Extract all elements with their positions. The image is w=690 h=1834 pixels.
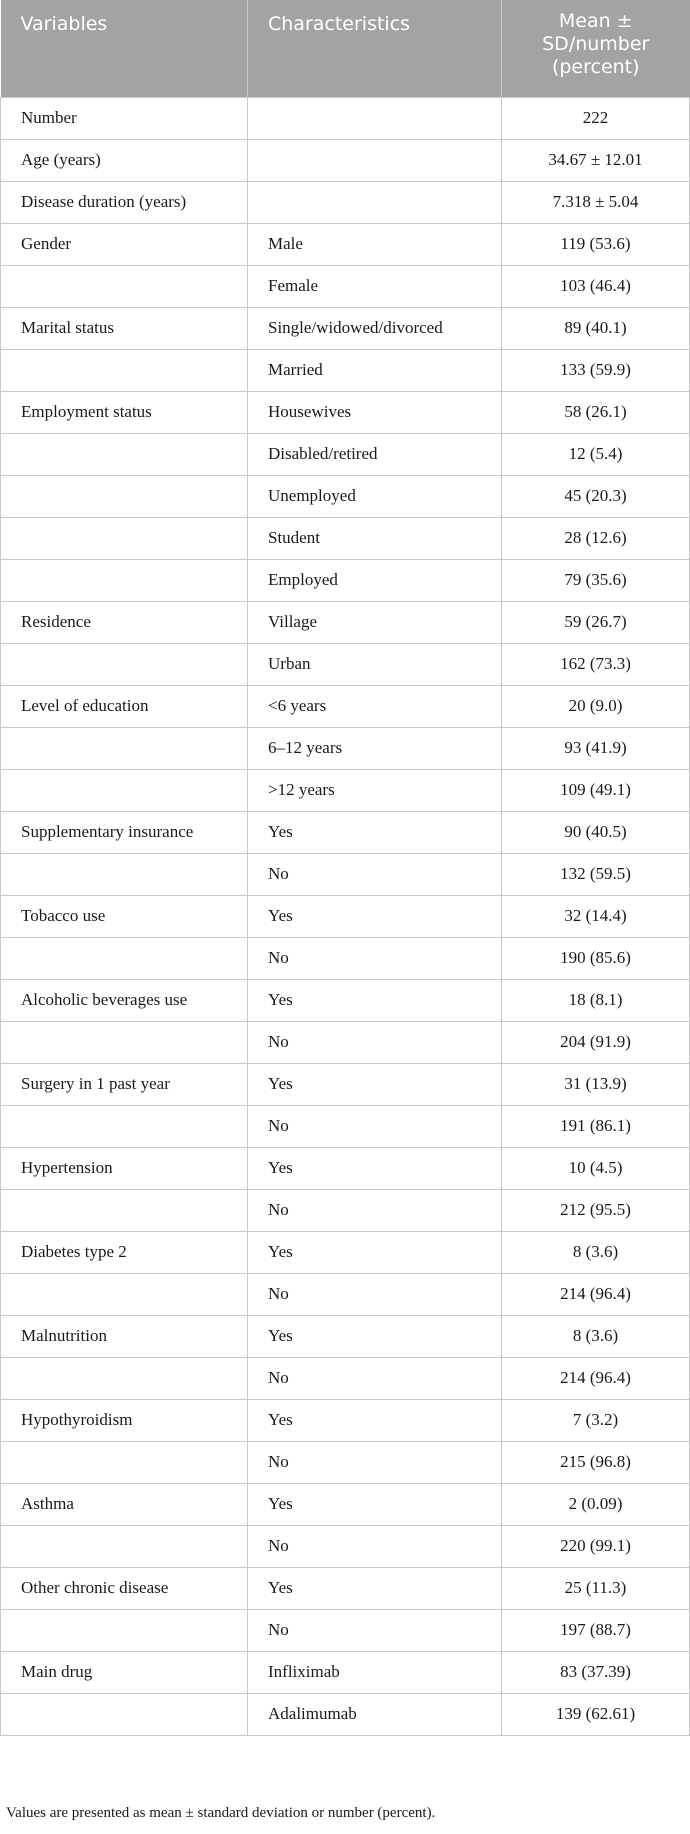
cell-characteristic: Infliximab: [248, 1651, 502, 1693]
cell-value: 132 (59.5): [502, 853, 690, 895]
cell-characteristic: No: [248, 937, 502, 979]
header-mean-line-1: Mean ±: [558, 10, 633, 32]
cell-variable: [1, 1693, 248, 1735]
cell-characteristic: No: [248, 1189, 502, 1231]
header-characteristics: Characteristics: [248, 0, 502, 97]
table-row: [1, 895, 690, 937]
cell-variable: [1, 1273, 248, 1315]
cell-variable: Alcoholic beverages use: [1, 979, 248, 1021]
cell-variable: [1, 265, 248, 307]
cell-variable: [1, 769, 248, 811]
cell-characteristic: <6 years: [248, 685, 502, 727]
table-row: [1, 685, 690, 727]
header-mean-sd: [502, 0, 690, 97]
cell-value: 139 (62.61): [502, 1693, 690, 1735]
table-row: [1, 1651, 690, 1693]
cell-value: 59 (26.7): [502, 601, 690, 643]
cell-value: 190 (85.6): [502, 937, 690, 979]
cell-value: 103 (46.4): [502, 265, 690, 307]
table-row: [1, 1021, 690, 1063]
cell-characteristic: Yes: [248, 1315, 502, 1357]
cell-characteristic: Female: [248, 265, 502, 307]
cell-characteristic: Adalimumab: [248, 1693, 502, 1735]
cell-value: 2 (0.09): [502, 1483, 690, 1525]
cell-characteristic: Married: [248, 349, 502, 391]
cell-variable: Employment status: [1, 391, 248, 433]
cell-value: 204 (91.9): [502, 1021, 690, 1063]
cell-value: 222: [502, 97, 690, 139]
table-row: [1, 1567, 690, 1609]
cell-value: 109 (49.1): [502, 769, 690, 811]
table-row: [1, 1693, 690, 1735]
cell-characteristic: No: [248, 1105, 502, 1147]
cell-variable: [1, 1189, 248, 1231]
cell-variable: Tobacco use: [1, 895, 248, 937]
cell-characteristic: Yes: [248, 1399, 502, 1441]
cell-variable: [1, 937, 248, 979]
table-row: [1, 349, 690, 391]
cell-variable: [1, 1021, 248, 1063]
table-row: [1, 181, 690, 223]
cell-variable: [1, 1105, 248, 1147]
cell-characteristic: Urban: [248, 643, 502, 685]
cell-characteristic: >12 years: [248, 769, 502, 811]
cell-variable: [1, 517, 248, 559]
cell-characteristic: No: [248, 1609, 502, 1651]
cell-value: 7.318 ± 5.04: [502, 181, 690, 223]
table-row: [1, 1231, 690, 1273]
cell-characteristic: Yes: [248, 1483, 502, 1525]
table-row: [1, 1609, 690, 1651]
cell-value: 20 (9.0): [502, 685, 690, 727]
cell-variable: Age (years): [1, 139, 248, 181]
cell-variable: Surgery in 1 past year: [1, 1063, 248, 1105]
cell-variable: Gender: [1, 223, 248, 265]
cell-variable: Asthma: [1, 1483, 248, 1525]
cell-value: 212 (95.5): [502, 1189, 690, 1231]
table-header: [1, 0, 690, 97]
cell-variable: [1, 727, 248, 769]
cell-value: 133 (59.9): [502, 349, 690, 391]
cell-characteristic: Village: [248, 601, 502, 643]
cell-characteristic: 6–12 years: [248, 727, 502, 769]
table-body: [1, 97, 690, 1735]
cell-characteristic: No: [248, 1357, 502, 1399]
table-row: [1, 265, 690, 307]
cell-value: 31 (13.9): [502, 1063, 690, 1105]
cell-variable: Other chronic disease: [1, 1567, 248, 1609]
table-row: [1, 769, 690, 811]
cell-characteristic: Housewives: [248, 391, 502, 433]
table-row: [1, 559, 690, 601]
cell-characteristic: [248, 97, 502, 139]
table-row: [1, 1483, 690, 1525]
cell-value: 93 (41.9): [502, 727, 690, 769]
cell-value: 220 (99.1): [502, 1525, 690, 1567]
cell-characteristic: Yes: [248, 895, 502, 937]
cell-value: 191 (86.1): [502, 1105, 690, 1147]
cell-value: 90 (40.5): [502, 811, 690, 853]
cell-characteristic: Single/widowed/divorced: [248, 307, 502, 349]
cell-variable: Hypertension: [1, 1147, 248, 1189]
header-mean-line-2: SD/number: [542, 33, 650, 55]
cell-characteristic: Unemployed: [248, 475, 502, 517]
cell-characteristic: Male: [248, 223, 502, 265]
cell-characteristic: Yes: [248, 811, 502, 853]
cell-characteristic: No: [248, 1525, 502, 1567]
cell-variable: Supplementary insurance: [1, 811, 248, 853]
header-mean-line-3: (percent): [551, 56, 640, 78]
cell-value: 45 (20.3): [502, 475, 690, 517]
header-row: [1, 0, 690, 97]
cell-variable: [1, 1357, 248, 1399]
cell-value: 214 (96.4): [502, 1273, 690, 1315]
table-row: [1, 601, 690, 643]
cell-value: 7 (3.2): [502, 1399, 690, 1441]
cell-variable: Number: [1, 97, 248, 139]
cell-variable: [1, 475, 248, 517]
cell-value: 89 (40.1): [502, 307, 690, 349]
cell-characteristic: Employed: [248, 559, 502, 601]
cell-characteristic: Student: [248, 517, 502, 559]
table-row: [1, 1189, 690, 1231]
header-variables: Variables: [1, 0, 248, 97]
cell-value: 83 (37.39): [502, 1651, 690, 1693]
cell-value: 25 (11.3): [502, 1567, 690, 1609]
table-row: [1, 979, 690, 1021]
cell-characteristic: Yes: [248, 1147, 502, 1189]
cell-characteristic: Yes: [248, 1231, 502, 1273]
cell-value: 28 (12.6): [502, 517, 690, 559]
table-row: [1, 517, 690, 559]
cell-characteristic: Disabled/retired: [248, 433, 502, 475]
cell-variable: Residence: [1, 601, 248, 643]
table-row: [1, 1441, 690, 1483]
table-footnote: Values are presented as mean ± standard deviation or number (percent).: [6, 1805, 436, 1821]
cell-variable: [1, 853, 248, 895]
table-row: [1, 643, 690, 685]
cell-characteristic: No: [248, 1021, 502, 1063]
table-row: [1, 1357, 690, 1399]
cell-characteristic: No: [248, 853, 502, 895]
cell-variable: Level of education: [1, 685, 248, 727]
cell-variable: [1, 559, 248, 601]
table-row: [1, 1063, 690, 1105]
cell-value: 8 (3.6): [502, 1231, 690, 1273]
table-row: [1, 727, 690, 769]
cell-characteristic: Yes: [248, 1567, 502, 1609]
cell-characteristic: [248, 139, 502, 181]
table-row: [1, 1105, 690, 1147]
cell-value: 214 (96.4): [502, 1357, 690, 1399]
table-row: [1, 1273, 690, 1315]
table-row: [1, 1147, 690, 1189]
cell-value: 119 (53.6): [502, 223, 690, 265]
table-row: [1, 139, 690, 181]
cell-value: 12 (5.4): [502, 433, 690, 475]
table-row: [1, 1525, 690, 1567]
cell-characteristic: No: [248, 1273, 502, 1315]
cell-variable: Marital status: [1, 307, 248, 349]
table-row: [1, 475, 690, 517]
cell-value: 79 (35.6): [502, 559, 690, 601]
table-row: [1, 811, 690, 853]
table-row: [1, 307, 690, 349]
cell-value: 10 (4.5): [502, 1147, 690, 1189]
cell-value: 197 (88.7): [502, 1609, 690, 1651]
cell-characteristic: Yes: [248, 1063, 502, 1105]
cell-value: 58 (26.1): [502, 391, 690, 433]
table-row: [1, 391, 690, 433]
cell-variable: Main drug: [1, 1651, 248, 1693]
cell-value: 32 (14.4): [502, 895, 690, 937]
table-row: [1, 937, 690, 979]
cell-characteristic: Yes: [248, 979, 502, 1021]
cell-value: 162 (73.3): [502, 643, 690, 685]
cell-variable: [1, 643, 248, 685]
cell-variable: Disease duration (years): [1, 181, 248, 223]
cell-value: 34.67 ± 12.01: [502, 139, 690, 181]
table-row: [1, 97, 690, 139]
cell-variable: Hypothyroidism: [1, 1399, 248, 1441]
cell-variable: [1, 349, 248, 391]
cell-variable: [1, 1525, 248, 1567]
cell-variable: [1, 1609, 248, 1651]
cell-value: 18 (8.1): [502, 979, 690, 1021]
table-row: [1, 1315, 690, 1357]
cell-variable: Diabetes type 2: [1, 1231, 248, 1273]
cell-variable: Malnutrition: [1, 1315, 248, 1357]
table-row: [1, 433, 690, 475]
table-row: [1, 223, 690, 265]
cell-characteristic: [248, 181, 502, 223]
cell-variable: [1, 1441, 248, 1483]
table-row: [1, 853, 690, 895]
cell-variable: [1, 433, 248, 475]
table-row: [1, 1399, 690, 1441]
cell-characteristic: No: [248, 1441, 502, 1483]
cell-value: 215 (96.8): [502, 1441, 690, 1483]
cell-value: 8 (3.6): [502, 1315, 690, 1357]
